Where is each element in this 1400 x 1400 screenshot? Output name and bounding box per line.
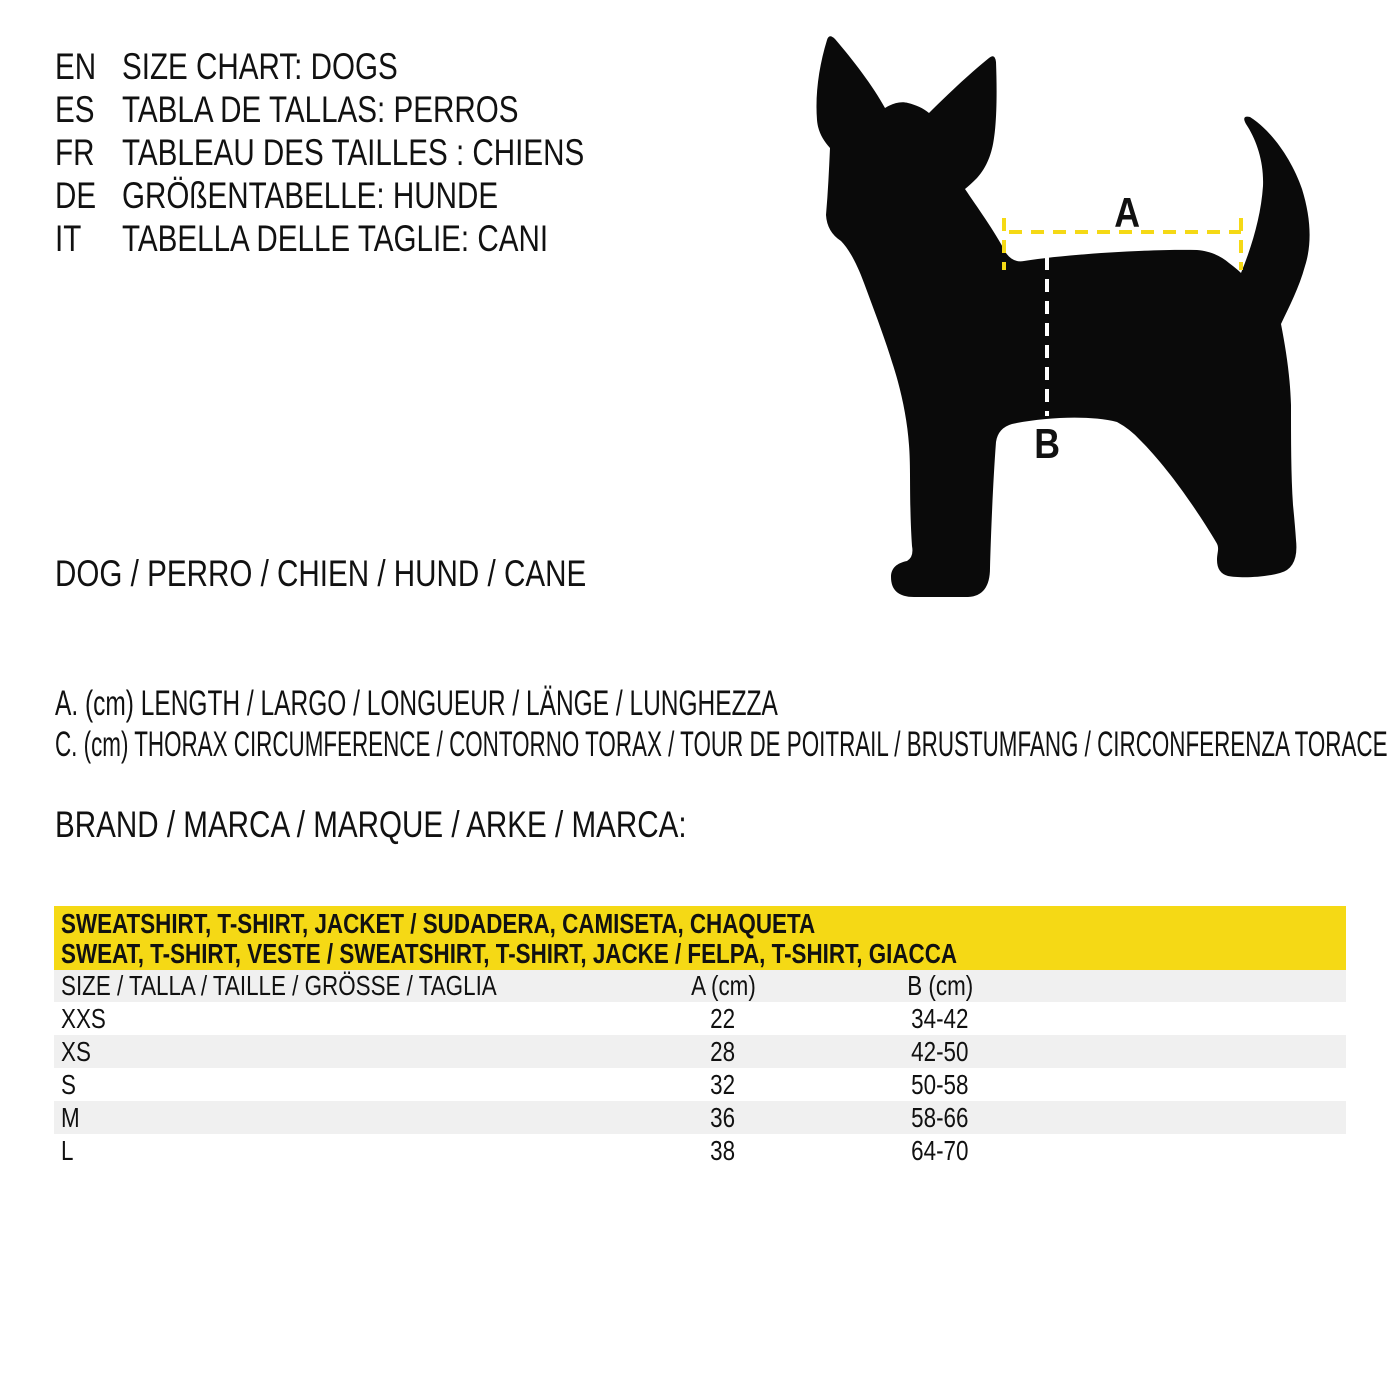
language-title: TABELLA DELLE TAGLIE: CANI <box>122 218 549 259</box>
brand-label: BRAND / MARCA / MARQUE / ARKE / MARCA: <box>55 804 687 845</box>
language-code: ES <box>55 89 95 130</box>
dog-caption: DOG / PERRO / CHIEN / HUND / CANE <box>55 553 587 594</box>
col-header-b: B (cm) <box>907 970 973 1001</box>
col-header-size: SIZE / TALLA / TAILLE / GRÖSSE / TAGLIA <box>61 970 497 1001</box>
table-title-line2: SWEAT, T-SHIRT, VESTE / SWEATSHIRT, T-SHIRT, JACKE / FELPA, T-SHIRT, GIACCA <box>61 938 958 969</box>
language-title: TABLEAU DES TAILLES : CHIENS <box>122 132 585 173</box>
cell-size: L <box>61 1135 74 1166</box>
cell-a-cm: 32 <box>710 1069 736 1100</box>
legend-length-line: A. (cm) LENGTH / LARGO / LONGUEUR / LÄNGE / LUNGHEZZA <box>55 684 778 723</box>
table-row <box>54 1068 1346 1101</box>
table-row <box>54 1002 1346 1035</box>
table-row <box>54 1101 1346 1134</box>
legend-thorax-line: C. (cm) THORAX CIRCUMFERENCE / CONTORNO TORAX / TOUR DE POITRAIL / BRUSTUMFANG / CIRCONFERENZA TORACE <box>55 725 1388 764</box>
language-title: GRÖßENTABELLE: HUNDE <box>122 175 499 216</box>
measure-a-label: A <box>1114 189 1140 236</box>
language-row <box>55 45 700 88</box>
table-row <box>54 1134 1346 1167</box>
cell-b-cm: 34-42 <box>911 1003 969 1034</box>
cell-b-cm: 42-50 <box>911 1036 969 1067</box>
col-header-a: A (cm) <box>690 970 756 1001</box>
table-row <box>54 1035 1346 1068</box>
cell-a-cm: 36 <box>710 1102 736 1133</box>
language-list <box>55 45 700 260</box>
size-table <box>54 906 1346 1167</box>
language-row <box>55 131 700 174</box>
language-title: SIZE CHART: DOGS <box>122 46 398 87</box>
language-code: FR <box>55 132 95 173</box>
cell-b-cm: 50-58 <box>911 1069 969 1100</box>
cell-a-cm: 38 <box>710 1135 736 1166</box>
measure-b-label: B <box>1034 420 1060 467</box>
table-title-band <box>54 906 1346 970</box>
cell-a-cm: 28 <box>710 1036 736 1067</box>
language-row <box>55 174 700 217</box>
language-code: IT <box>55 218 82 259</box>
language-row <box>55 88 700 131</box>
cell-b-cm: 64-70 <box>911 1135 969 1166</box>
language-code: EN <box>55 46 97 87</box>
language-title: TABLA DE TALLAS: PERROS <box>122 89 519 130</box>
cell-b-cm: 58-66 <box>911 1102 969 1133</box>
table-column-headers <box>54 970 1346 1002</box>
table-body <box>54 1002 1346 1167</box>
table-title-line1: SWEATSHIRT, T-SHIRT, JACKET / SUDADERA, CAMISETA, CHAQUETA <box>61 908 816 939</box>
cell-a-cm: 22 <box>710 1003 736 1034</box>
dog-silhouette-icon <box>800 20 1380 640</box>
language-code: DE <box>55 175 97 216</box>
cell-size: XS <box>61 1036 91 1067</box>
cell-size: S <box>61 1069 76 1100</box>
dog-body-shape <box>816 36 1309 597</box>
dog-measurement-diagram <box>800 20 1380 640</box>
cell-size: XXS <box>61 1003 106 1034</box>
cell-size: M <box>61 1102 80 1133</box>
language-row <box>55 217 700 260</box>
